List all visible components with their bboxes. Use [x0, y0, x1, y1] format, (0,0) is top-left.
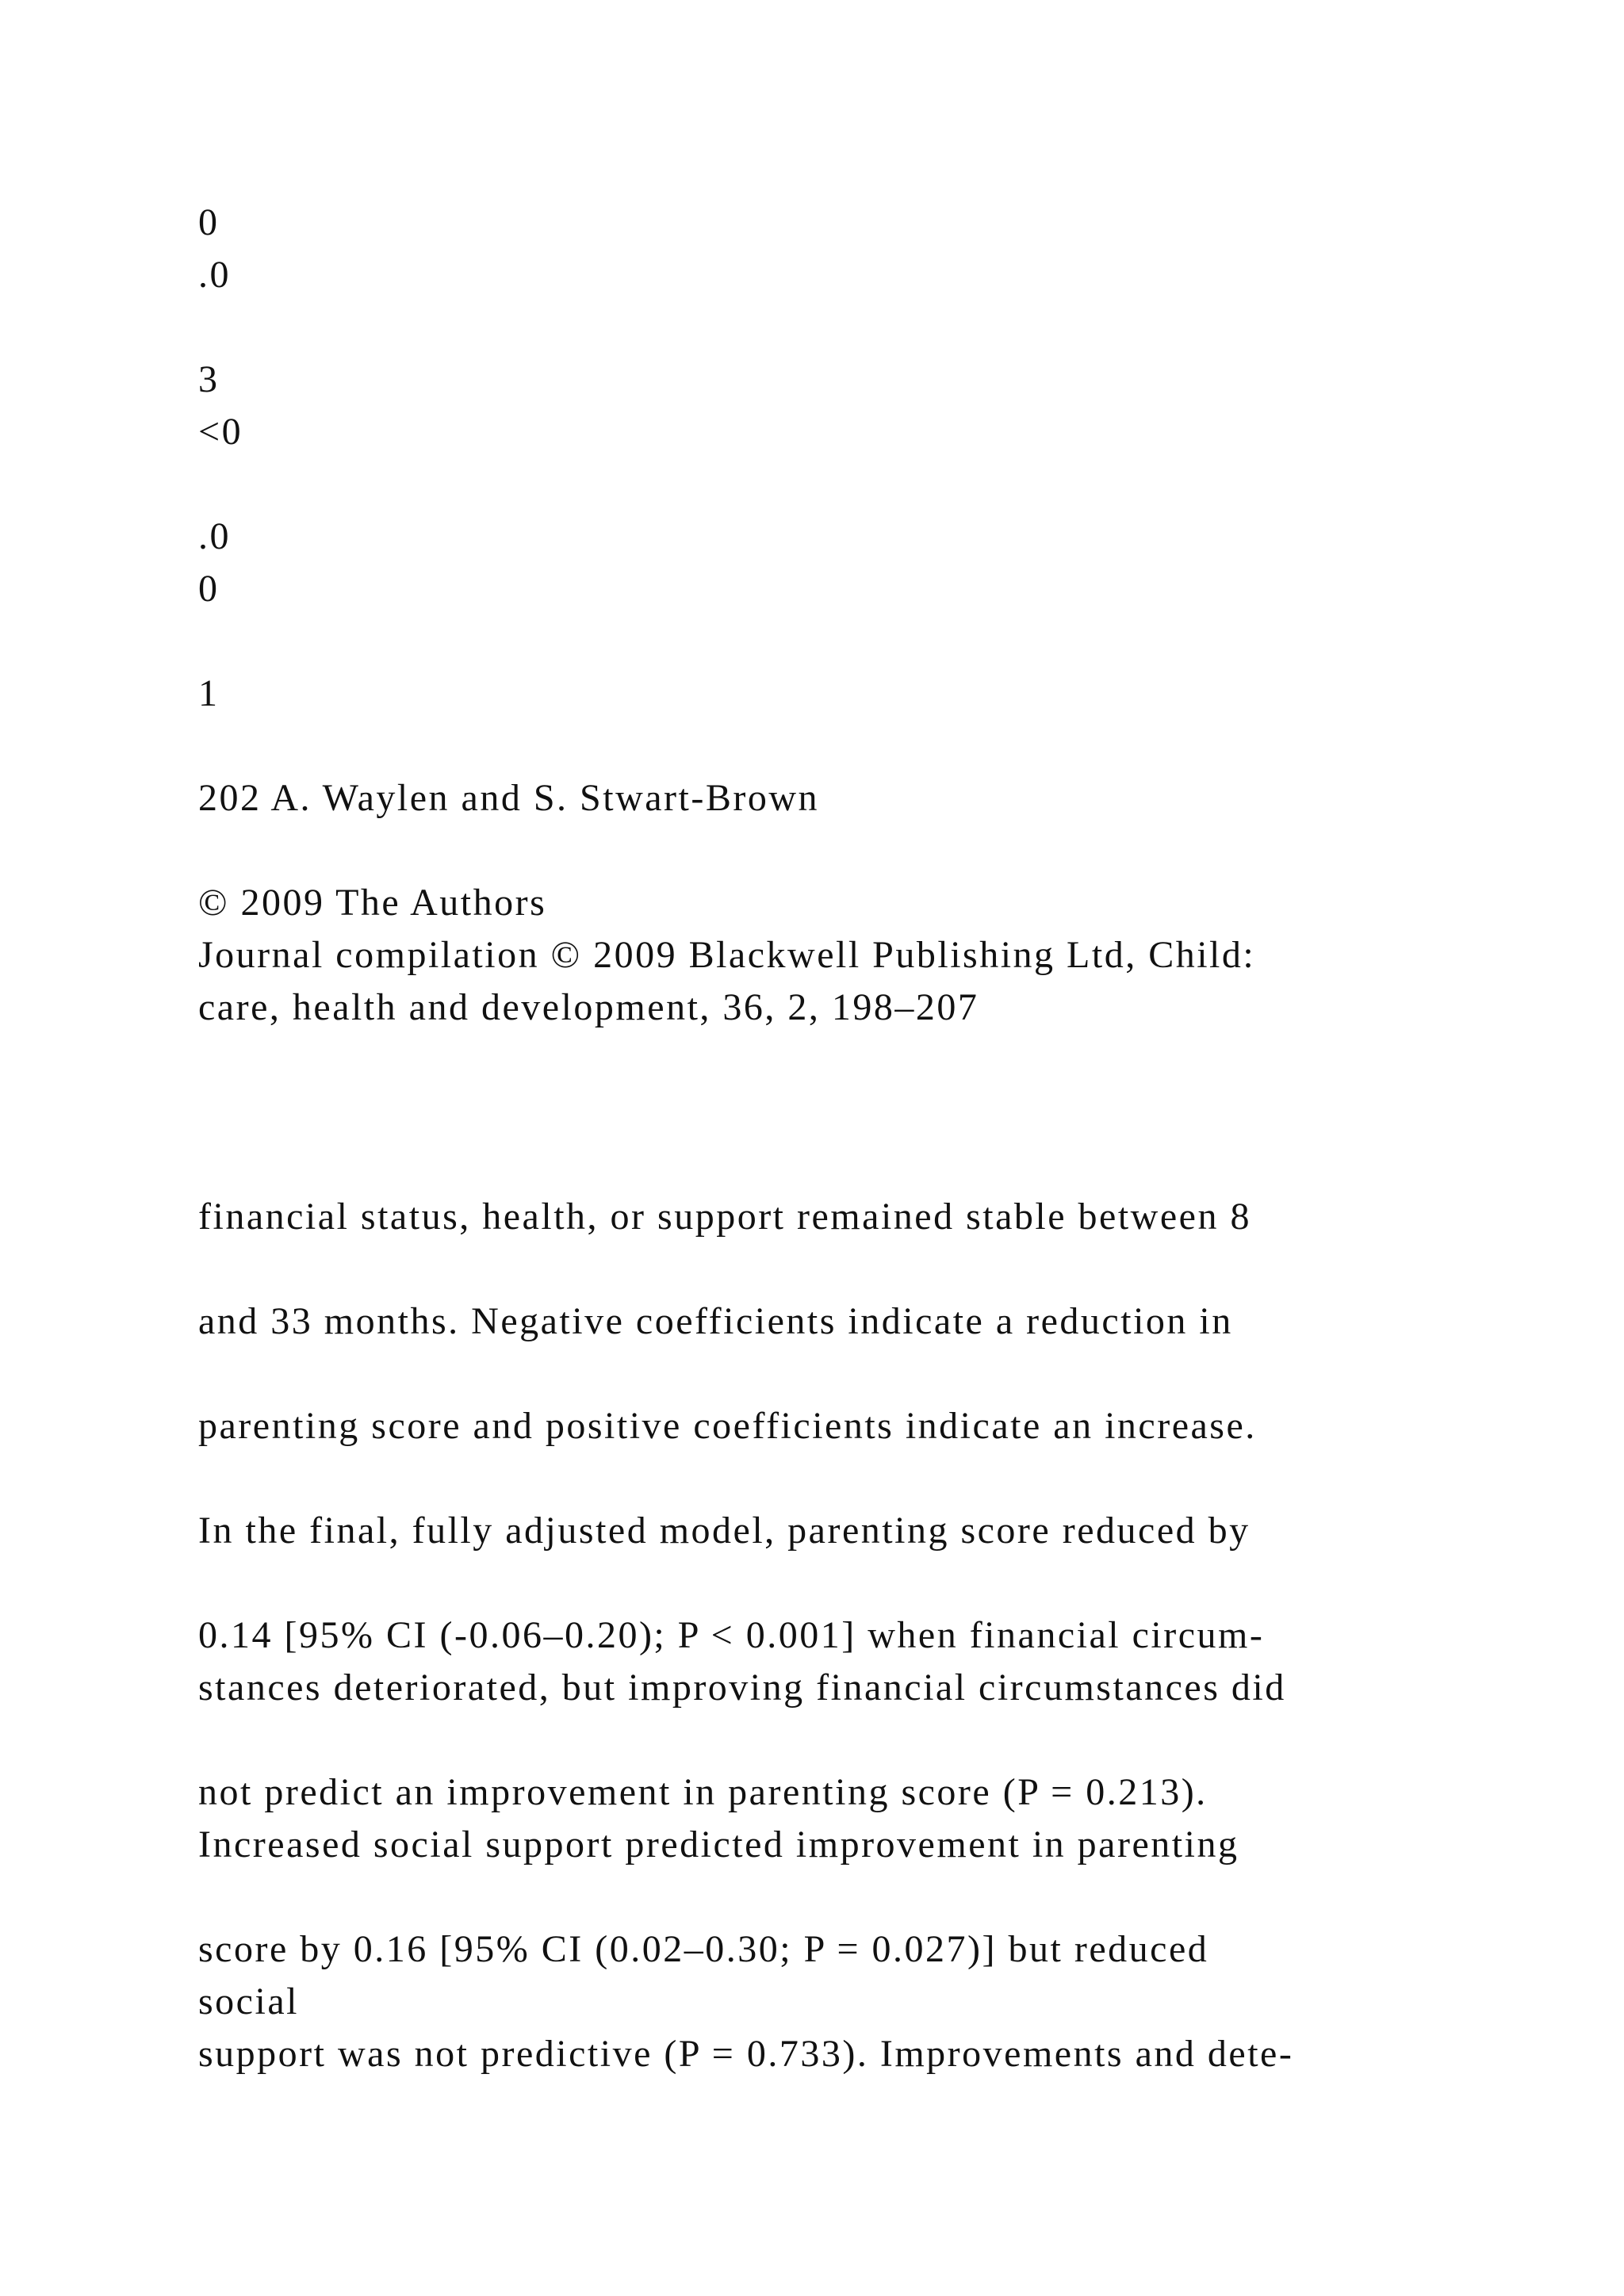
body-line: In the final, fully adjusted model, parenting score reduced by	[198, 1510, 1251, 1552]
body-line: Increased social support predicted improvement in parenting	[198, 1823, 1239, 1866]
body-line: social	[198, 1980, 299, 2022]
table-fragment: .0	[198, 254, 231, 296]
table-fragment: 3	[198, 358, 220, 400]
table-fragment: 0	[198, 201, 220, 243]
body-line: and 33 months. Negative coefficients indicate a reduction in	[198, 1300, 1233, 1342]
body-line: parenting score and positive coefficients indicate an increase.	[198, 1405, 1257, 1447]
table-fragment: 0	[198, 568, 220, 610]
body-line: not predict an improvement in parenting score (P = 0.213).	[198, 1771, 1208, 1813]
table-fragment: <0	[198, 411, 243, 453]
copyright-line: Journal compilation © 2009 Blackwell Publishing Ltd, Child:	[198, 934, 1256, 976]
running-head: 202 A. Waylen and S. Stwart-Brown	[198, 777, 820, 819]
body-line: financial status, health, or support remained stable between 8	[198, 1196, 1251, 1238]
body-line: stances deteriorated, but improving financial circumstances did	[198, 1667, 1286, 1709]
table-fragment: 1	[198, 672, 220, 714]
copyright-line: © 2009 The Authors	[198, 882, 547, 924]
body-line: 0.14 [95% CI (-0.06–0.20); P < 0.001] when financial circum-	[198, 1614, 1265, 1656]
copyright-line: care, health and development, 36, 2, 198–207	[198, 986, 979, 1028]
body-line: support was not predictive (P = 0.733). Improvements and dete-	[198, 2033, 1294, 2075]
table-fragment: .0	[198, 515, 231, 557]
body-line: score by 0.16 [95% CI (0.02–0.30; P = 0.027)] but reduced	[198, 1928, 1209, 1970]
